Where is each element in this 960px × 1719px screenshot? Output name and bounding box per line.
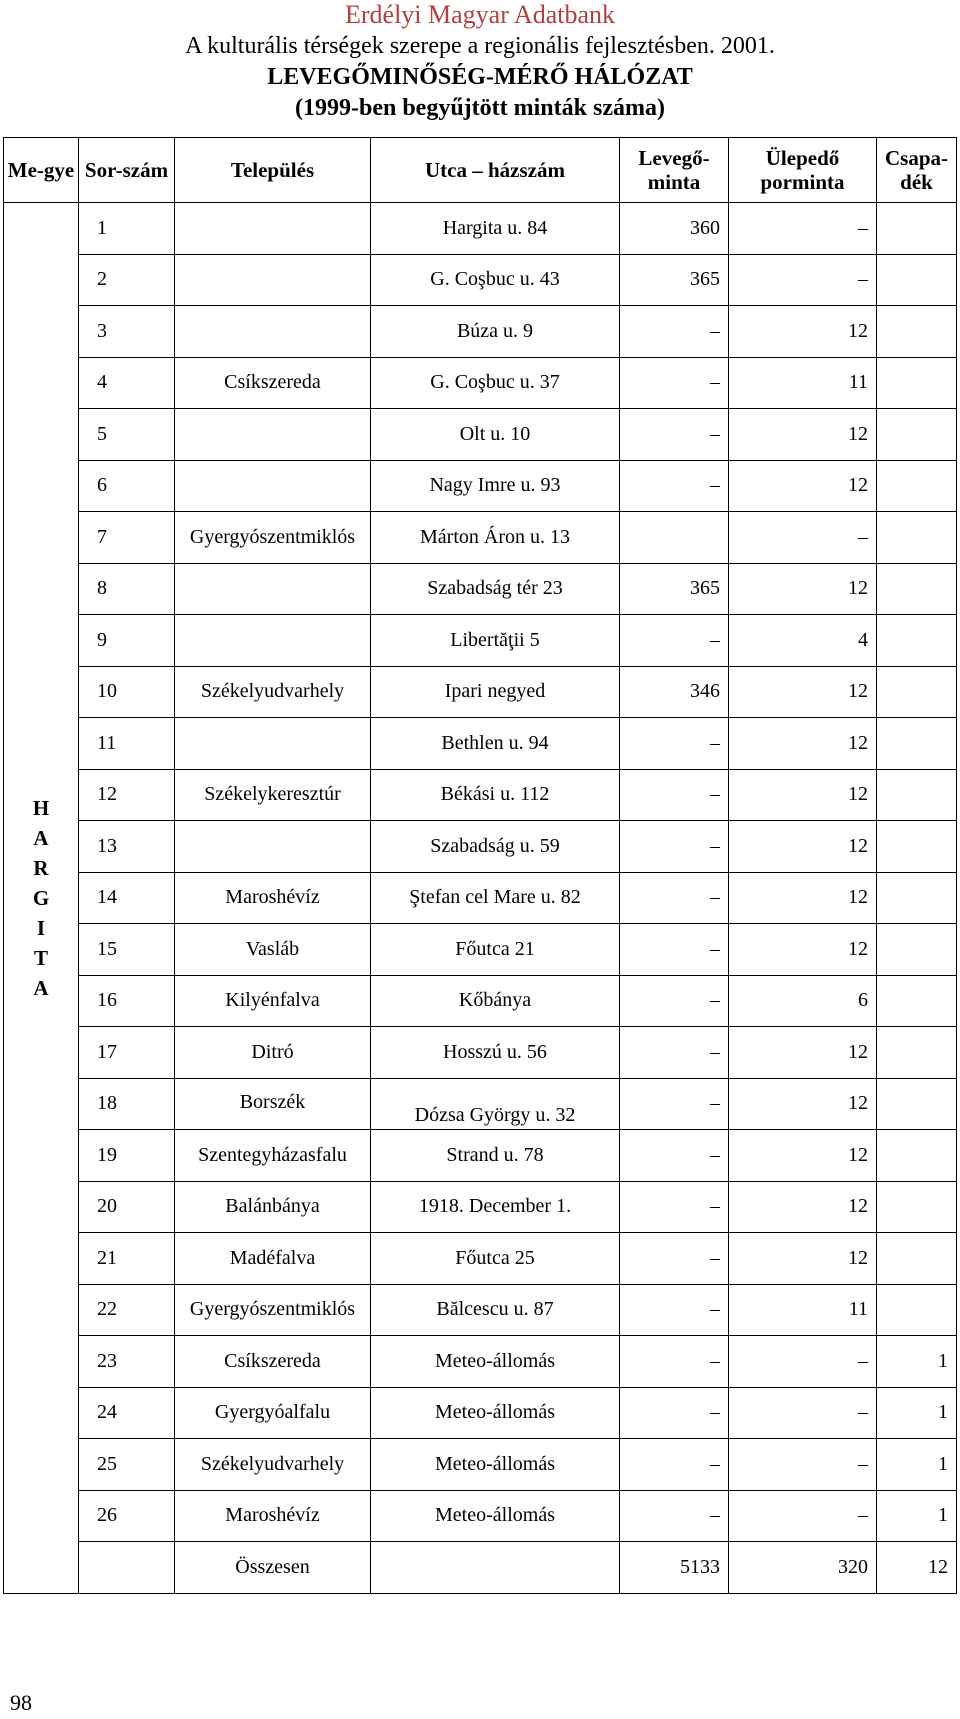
total-label: Összesen [175,1542,371,1594]
col-header-levego: Levegő-minta [620,138,729,203]
levego-cell: – [620,1078,729,1130]
csapadek-cell [877,615,957,667]
utca-cell: Bethlen u. 94 [371,718,620,770]
ulepedo-cell: 12 [729,1181,877,1233]
telepules-cell: Balánbánya [175,1181,371,1233]
utca-cell: Olt u. 10 [371,409,620,461]
telepules-cell: Szentegyházasfalu [175,1130,371,1182]
total-utca-cell [371,1542,620,1594]
levego-cell: – [620,769,729,821]
megye-cell [4,203,79,1594]
telepules-cell: Székelyudvarhely [175,666,371,718]
table-row [4,1336,957,1388]
sorszam-cell: 9 [79,615,175,667]
csapadek-cell [877,718,957,770]
utca-cell: Ştefan cel Mare u. 82 [371,872,620,924]
telepules-cell: Gyergyóalfalu [175,1387,371,1439]
ulepedo-cell: 12 [729,769,877,821]
telepules-cell: Székelyudvarhely [175,1439,371,1491]
csapadek-cell [877,512,957,564]
table-row [4,666,957,718]
sorszam-cell: 23 [79,1336,175,1388]
levego-cell: – [620,872,729,924]
utca-cell: Szabadság tér 23 [371,563,620,615]
megye-letter: A [33,825,49,850]
csapadek-cell [877,254,957,306]
site-title: Erdélyi Magyar Adatbank [344,0,616,29]
sorszam-cell: 25 [79,1439,175,1491]
telepules-cell: Vasláb [175,924,371,976]
table-row [4,872,957,924]
levego-cell: – [620,306,729,358]
ulepedo-cell: 12 [729,1130,877,1182]
document-subtitle: (1999-ben begyűjtött minták száma) [295,95,665,121]
utca-cell: Libertăţii 5 [371,615,620,667]
csapadek-cell [877,975,957,1027]
utca-cell: Strand u. 78 [371,1130,620,1182]
telepules-cell: Maroshévíz [175,1490,371,1542]
sorszam-cell: 17 [79,1027,175,1079]
sorszam-cell: 16 [79,975,175,1027]
telepules-cell: Maroshévíz [175,872,371,924]
levego-cell: – [620,1490,729,1542]
csapadek-cell [877,1181,957,1233]
sorszam-cell: 2 [79,254,175,306]
csapadek-cell [877,1130,957,1182]
ulepedo-cell: – [729,1336,877,1388]
megye-letter: I [36,915,46,940]
ulepedo-cell: 12 [729,821,877,873]
levego-cell: 346 [620,666,729,718]
levego-cell: 365 [620,254,729,306]
ulepedo-cell: 6 [729,975,877,1027]
levego-cell: – [620,1439,729,1491]
ulepedo-cell: – [729,254,877,306]
telepules-cell: Kilyénfalva [175,975,371,1027]
utca-cell: Meteo-állomás [371,1490,620,1542]
telepules-cell: Borszék [175,1078,371,1130]
sorszam-cell: 3 [79,306,175,358]
table-row [4,1181,957,1233]
ulepedo-cell: 12 [729,306,877,358]
telepules-cell [175,615,371,667]
ulepedo-cell: – [729,1490,877,1542]
utca-cell: Meteo-állomás [371,1387,620,1439]
network-table [3,137,957,1594]
col-header-utca: Utca – házszám [371,138,620,203]
levego-cell: – [620,1387,729,1439]
ulepedo-cell: 12 [729,1078,877,1130]
sorszam-cell: 13 [79,821,175,873]
sorszam-cell: 15 [79,924,175,976]
col-header-ulepedo: Ülepedő porminta [729,138,877,203]
csapadek-cell [877,203,957,255]
levego-cell: – [620,975,729,1027]
sorszam-cell: 11 [79,718,175,770]
utca-cell: Dózsa György u. 32 [371,1078,620,1130]
csapadek-cell [877,1284,957,1336]
ulepedo-cell: – [729,512,877,564]
col-header-megye: Me-gye [4,138,79,203]
utca-cell: Szabadság u. 59 [371,821,620,873]
sorszam-cell: 6 [79,460,175,512]
table-row [4,975,957,1027]
telepules-cell: Csíkszereda [175,1336,371,1388]
total-csapadek: 12 [877,1542,957,1594]
telepules-cell [175,306,371,358]
csapadek-cell [877,460,957,512]
utca-cell: G. Coşbuc u. 37 [371,357,620,409]
page-number: 98 [10,1690,32,1715]
col-header-telepules: Település [175,138,371,203]
col-header-sorszam: Sor-szám [79,138,175,203]
csapadek-cell [877,357,957,409]
table-row [4,254,957,306]
csapadek-cell [877,1027,957,1079]
table-row [4,460,957,512]
telepules-cell: Gyergyószentmiklós [175,512,371,564]
utca-cell: Hargita u. 84 [371,203,620,255]
utca-cell: Búza u. 9 [371,306,620,358]
table-row [4,1284,957,1336]
utca-cell: Főutca 21 [371,924,620,976]
col-header-csapadek: Csapa-dék [877,138,957,203]
table-row [4,924,957,976]
table-row [4,563,957,615]
levego-cell: – [620,1336,729,1388]
csapadek-cell [877,1078,957,1130]
table-row [4,357,957,409]
utca-cell: Bălcescu u. 87 [371,1284,620,1336]
ulepedo-cell: – [729,203,877,255]
total-row [4,1542,957,1594]
ulepedo-cell: 11 [729,1284,877,1336]
total-levego: 5133 [620,1542,729,1594]
telepules-cell: Székelykeresztúr [175,769,371,821]
levego-cell: – [620,357,729,409]
csapadek-cell [877,872,957,924]
total-sorszam-cell [79,1542,175,1594]
table-row [4,615,957,667]
csapadek-cell [877,769,957,821]
levego-cell: – [620,1284,729,1336]
csapadek-cell [877,306,957,358]
utca-cell: Főutca 25 [371,1233,620,1285]
sorszam-cell: 5 [79,409,175,461]
telepules-cell [175,563,371,615]
levego-cell: – [620,1233,729,1285]
sorszam-cell: 20 [79,1181,175,1233]
table-row [4,821,957,873]
levego-cell: – [620,460,729,512]
total-ulepedo: 320 [729,1542,877,1594]
ulepedo-cell: 12 [729,718,877,770]
ulepedo-cell: – [729,1387,877,1439]
utca-cell: Ipari negyed [371,666,620,718]
levego-cell: – [620,718,729,770]
table-row [4,769,957,821]
table-row [4,1027,957,1079]
csapadek-cell [877,563,957,615]
telepules-cell [175,460,371,512]
utca-cell: Meteo-állomás [371,1336,620,1388]
levego-cell: – [620,615,729,667]
csapadek-cell [877,1233,957,1285]
ulepedo-cell: 12 [729,409,877,461]
telepules-cell [175,718,371,770]
ulepedo-cell: 4 [729,615,877,667]
telepules-cell: Gyergyószentmiklós [175,1284,371,1336]
levego-cell: – [620,821,729,873]
table-row [4,203,957,255]
ulepedo-cell: 12 [729,872,877,924]
levego-cell [620,512,729,564]
megye-letter: A [33,975,49,1000]
ulepedo-cell: 12 [729,563,877,615]
megye-letter: R [33,855,49,880]
csapadek-cell: 1 [877,1490,957,1542]
utca-cell: G. Coşbuc u. 43 [371,254,620,306]
ulepedo-cell: 12 [729,1233,877,1285]
csapadek-cell: 1 [877,1387,957,1439]
megye-letter: H [32,795,50,820]
telepules-cell: Madéfalva [175,1233,371,1285]
csapadek-cell [877,666,957,718]
csapadek-cell: 1 [877,1439,957,1491]
sorszam-cell: 8 [79,563,175,615]
document-title: LEVEGŐMINŐSÉG-MÉRŐ HÁLÓZAT [267,64,693,90]
sorszam-cell: 22 [79,1284,175,1336]
levego-cell: – [620,409,729,461]
table-row [4,1130,957,1182]
ulepedo-cell: 12 [729,666,877,718]
table-row [4,1439,957,1491]
sorszam-cell: 10 [79,666,175,718]
levego-cell: – [620,924,729,976]
telepules-cell [175,409,371,461]
ulepedo-cell: 12 [729,460,877,512]
utca-cell: 1918. December 1. [371,1181,620,1233]
utca-cell: Nagy Imre u. 93 [371,460,620,512]
table-row [4,1233,957,1285]
publication-title: A kulturális térségek szerepe a regionális fejlesztésben. 2001. [185,33,775,59]
utca-cell: Kőbánya [371,975,620,1027]
ulepedo-cell: 12 [729,924,877,976]
utca-cell: Hosszú u. 56 [371,1027,620,1079]
telepules-cell [175,254,371,306]
levego-cell: 360 [620,203,729,255]
levego-cell: 365 [620,563,729,615]
table-row [4,306,957,358]
ulepedo-cell: – [729,1439,877,1491]
sorszam-cell: 7 [79,512,175,564]
utca-cell: Békási u. 112 [371,769,620,821]
levego-cell: – [620,1027,729,1079]
levego-cell: – [620,1130,729,1182]
table-row [4,1387,957,1439]
sorszam-cell: 12 [79,769,175,821]
sorszam-cell: 21 [79,1233,175,1285]
table-row [4,512,957,564]
megye-letter: G [32,885,50,910]
csapadek-cell [877,924,957,976]
utca-cell: Meteo-állomás [371,1439,620,1491]
table-row [4,1078,957,1130]
csapadek-cell [877,821,957,873]
telepules-cell [175,821,371,873]
table-row [4,1490,957,1542]
utca-cell: Márton Áron u. 13 [371,512,620,564]
telepules-cell: Csíkszereda [175,357,371,409]
levego-cell: – [620,1181,729,1233]
table-row [4,718,957,770]
sorszam-cell: 26 [79,1490,175,1542]
ulepedo-cell: 12 [729,1027,877,1079]
sorszam-cell: 18 [79,1078,175,1130]
sorszam-cell: 19 [79,1130,175,1182]
csapadek-cell: 1 [877,1336,957,1388]
table-row [4,409,957,461]
telepules-cell: Ditró [175,1027,371,1079]
sorszam-cell: 24 [79,1387,175,1439]
ulepedo-cell: 11 [729,357,877,409]
sorszam-cell: 14 [79,872,175,924]
sorszam-cell: 4 [79,357,175,409]
table-header-row [4,138,957,203]
csapadek-cell [877,409,957,461]
sorszam-cell: 1 [79,203,175,255]
telepules-cell [175,203,371,255]
megye-letter: T [33,945,48,970]
